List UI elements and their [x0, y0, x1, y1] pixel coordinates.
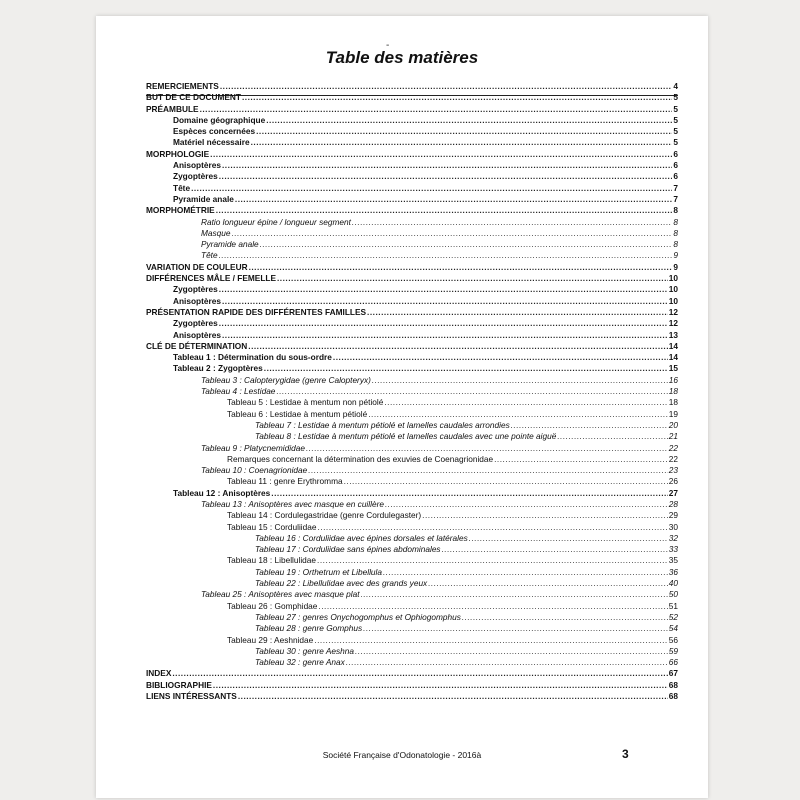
toc-entry[interactable] [146, 544, 678, 555]
toc-entry-page: 5 [673, 114, 678, 125]
toc-entry-page: 7 [673, 182, 678, 193]
toc-entry[interactable] [146, 296, 678, 307]
toc-entry[interactable] [146, 171, 678, 182]
toc-entry-page: 14 [668, 340, 678, 351]
toc-entry[interactable] [146, 601, 678, 612]
toc-entry[interactable] [146, 476, 678, 487]
toc-entry[interactable] [146, 250, 678, 261]
toc-entry-title: LIENS INTÉRESSANTS [146, 691, 237, 702]
toc-entry[interactable] [146, 578, 678, 589]
toc-entry-page: 14 [668, 352, 678, 363]
toc-entry-title: Zygoptères [173, 284, 218, 295]
toc-entry-title: Tableau 19 : Orthetrum et Libellula [255, 566, 382, 577]
toc-entry-title: Tableau 6 : Lestidae à mentum pétiolé [227, 408, 368, 419]
toc-entry-page: 19 [668, 408, 678, 419]
toc-entry[interactable] [146, 104, 678, 115]
toc-leader-dots [248, 341, 668, 352]
toc-entry-page: 28 [668, 498, 678, 509]
toc-leader-dots [422, 510, 668, 521]
toc-entry-page: 10 [668, 295, 678, 306]
toc-entry-page: 8 [673, 239, 678, 250]
toc-entry[interactable] [146, 262, 678, 273]
toc-entry[interactable] [146, 635, 678, 646]
toc-entry-title: INDEX [146, 668, 172, 679]
toc-entry-title: Tableau 3 : Calopterygidae (genre Calopteryx) [201, 374, 371, 385]
toc-leader-dots [469, 533, 668, 544]
toc-entry-title: Tableau 15 : Corduliidae [227, 521, 317, 532]
toc-entry-title: Tableau 1 : Détermination du sous-ordre [173, 352, 332, 363]
toc-entry[interactable] [146, 567, 678, 578]
toc-entry[interactable] [146, 375, 678, 386]
toc-entry-title: Tableau 7 : Lestidae à mentum pétiolé et lamelles caudales arrondies [255, 419, 510, 430]
toc-entry[interactable] [146, 352, 678, 363]
toc-entry-title: Tableau 17 : Corduliidae sans épines abdominales [255, 544, 441, 555]
toc-leader-dots [355, 646, 668, 657]
toc-entry-title: Tableau 22 : Libellulidae avec des grands yeux [255, 578, 428, 589]
toc-leader-dots [219, 284, 668, 295]
toc-entry[interactable] [146, 217, 678, 228]
toc-leader-dots [238, 691, 668, 702]
toc-leader-dots [352, 217, 672, 228]
toc-entry-title: BIBLIOGRAPHIE [146, 679, 212, 690]
toc-entry-page: 66 [668, 657, 678, 668]
toc-entry-title: VARIATION DE COULEUR [146, 261, 248, 272]
toc-entry-page: 16 [668, 374, 678, 385]
toc-entry-page: 40 [668, 578, 678, 589]
toc-entry[interactable] [146, 183, 678, 194]
toc-entry-title: Tête [201, 250, 218, 261]
toc-leader-dots [383, 567, 668, 578]
toc-leader-dots [333, 352, 668, 363]
toc-entry-title: PRÉAMBULE [146, 103, 199, 114]
toc-leader-dots [306, 443, 668, 454]
toc-entry[interactable] [146, 273, 678, 284]
toc-entry-title: Masque [201, 227, 231, 238]
toc-entry-title: Tableau 27 : genres Onychogomphus et Ophiogomphus [255, 611, 461, 622]
toc-entry-title: Tableau 32 : genre Anax [255, 657, 345, 668]
toc-leader-dots [494, 454, 668, 465]
toc-entry-page: 18 [668, 386, 678, 397]
toc-entry-page: 36 [668, 566, 678, 577]
toc-entry-page: 68 [668, 691, 678, 702]
toc-entry-title: Tableau 12 : Anisoptères [173, 487, 271, 498]
toc-leader-dots [249, 262, 673, 273]
toc-entry-page: 22 [668, 442, 678, 453]
toc-leader-dots [219, 318, 668, 329]
toc-leader-dots [242, 92, 672, 103]
toc-entry-page: 8 [673, 227, 678, 238]
toc-entry-title: Tableau 5 : Lestidae à mentum non pétiolé [227, 397, 384, 408]
toc-entry-page: 12 [668, 306, 678, 317]
toc-entry[interactable] [146, 465, 678, 476]
toc-leader-dots [276, 386, 667, 397]
toc-entry-page: 59 [668, 645, 678, 656]
toc-entry[interactable] [146, 115, 678, 126]
toc-entry-title: Tableau 8 : Lestidae à mentum pétiolé et lamelles caudales avec une pointe aiguë [255, 431, 557, 442]
toc-entry[interactable] [146, 239, 678, 250]
toc-entry[interactable] [146, 409, 678, 420]
toc-entry-page: 6 [673, 160, 678, 171]
toc-entry-page: 50 [668, 589, 678, 600]
toc-leader-dots [200, 104, 673, 115]
toc-entry-title: Ratio longueur épine / longueur segment [201, 216, 351, 227]
toc-entry-title: Zygoptères [173, 171, 218, 182]
toc-entry-page: 67 [668, 668, 678, 679]
toc-entry-title: Tableau 29 : Aeshnidae [227, 634, 314, 645]
toc-entry-page: 10 [668, 273, 678, 284]
toc-leader-dots [251, 137, 673, 148]
toc-entry-page: 21 [668, 431, 678, 442]
toc-entry-title: Tableau 4 : Lestidae [201, 386, 276, 397]
toc-leader-dots [216, 205, 673, 216]
toc-entry-page: 6 [673, 171, 678, 182]
toc-leader-dots [260, 239, 673, 250]
toc-entry[interactable] [146, 160, 678, 171]
toc-leader-dots [363, 623, 668, 634]
toc-leader-dots [344, 476, 668, 487]
toc-leader-dots [317, 522, 667, 533]
toc-leader-dots [308, 465, 668, 476]
toc-entry[interactable] [146, 137, 678, 148]
toc-leader-dots [222, 330, 668, 341]
toc-entry-page: 5 [673, 103, 678, 114]
toc-entry[interactable] [146, 555, 678, 566]
toc-entry-title: Tableau 16 : Corduliidae avec épines dorsales et latérales [255, 532, 468, 543]
toc-leader-dots [172, 668, 667, 679]
toc-leader-dots [219, 171, 673, 182]
toc-leader-dots [219, 250, 673, 261]
toc-entry[interactable] [146, 668, 678, 679]
toc-entry-title: Remarques concernant la détermination des exuvies de Coenagrionidae [227, 453, 494, 464]
toc-leader-dots [191, 183, 672, 194]
toc-entry-title: MORPHOLOGIE [146, 148, 210, 159]
toc-leader-dots [317, 555, 668, 566]
toc-entry[interactable] [146, 646, 678, 657]
toc-leader-dots [462, 612, 668, 623]
toc-entry-page: 54 [668, 623, 678, 634]
toc-entry-title: Tableau 18 : Libellulidae [227, 555, 317, 566]
toc-entry-title: Tableau 30 : genre Aeshna [255, 645, 355, 656]
toc-entry[interactable] [146, 612, 678, 623]
toc-leader-dots [428, 578, 668, 589]
toc-entry-page: 22 [668, 453, 678, 464]
toc-entry[interactable] [146, 589, 678, 600]
toc-leader-dots [511, 420, 668, 431]
toc-entry-title: Tableau 13 : Anisoptères avec masque en cuillère [201, 498, 384, 509]
toc-entry-page: 35 [668, 555, 678, 566]
toc-leader-dots [271, 488, 667, 499]
toc-entry-page: 20 [668, 419, 678, 430]
toc-entry-page: 8 [673, 205, 678, 216]
toc-entry[interactable] [146, 454, 678, 465]
toc-leader-dots [222, 160, 672, 171]
toc-entry-page: 15 [668, 363, 678, 374]
toc-entry[interactable] [146, 363, 678, 374]
toc-entry[interactable] [146, 623, 678, 634]
toc-entry[interactable] [146, 488, 678, 499]
toc-entry-page: 30 [668, 521, 678, 532]
toc-entry-title: Pyramide anale [201, 239, 259, 250]
toc-leader-dots [361, 589, 668, 600]
toc-entry-page: 18 [668, 397, 678, 408]
toc-entry[interactable] [146, 149, 678, 160]
toc-title: Table des matières [325, 48, 479, 67]
toc-entry[interactable] [146, 284, 678, 295]
toc-entry[interactable] [146, 443, 678, 454]
toc-leader-dots [266, 115, 672, 126]
toc-entry[interactable] [146, 318, 678, 329]
toc-entry-title: Espèces concernées [173, 126, 256, 137]
toc-entry[interactable] [146, 499, 678, 510]
toc-entry-title: Tableau 25 : Anisoptères avec masque plat [201, 589, 360, 600]
toc-entry[interactable] [146, 307, 678, 318]
toc-entry-page: 5 [673, 126, 678, 137]
toc-entry-page: 13 [668, 329, 678, 340]
toc-entry-page: 27 [668, 487, 678, 498]
toc-entry-page: 29 [668, 510, 678, 521]
toc-leader-dots [256, 126, 672, 137]
toc-entry-page: 52 [668, 611, 678, 622]
document-page [96, 16, 708, 798]
toc-entry-page: 6 [673, 148, 678, 159]
toc-entry-page: 68 [668, 679, 678, 690]
toc-entry[interactable] [146, 522, 678, 533]
toc-entry-title: Domaine géographique [173, 114, 266, 125]
toc-leader-dots [318, 601, 667, 612]
toc-leader-dots [210, 149, 672, 160]
toc-leader-dots [557, 431, 667, 442]
toc-entry-page: 9 [673, 250, 678, 261]
toc-entry-title: Anisoptères [173, 329, 221, 340]
toc-entry-page: 9 [673, 261, 678, 272]
toc-entry[interactable] [146, 205, 678, 216]
toc-entry-title: Anisoptères [173, 295, 221, 306]
toc-entry-page: 10 [668, 284, 678, 295]
toc-entry-title: Tableau 28 : genre Gomphus [255, 623, 363, 634]
toc-entry-title: Tableau 11 : genre Erythromma [227, 476, 343, 487]
toc-leader-dots [346, 657, 668, 668]
toc-entry[interactable] [146, 81, 678, 92]
toc-entry-page: 32 [668, 532, 678, 543]
toc-entry-page: 23 [668, 465, 678, 476]
toc-leader-dots [232, 228, 673, 239]
toc-entry-title: Pyramide anale [173, 193, 234, 204]
toc-entry-page: 4 [673, 81, 678, 91]
toc-entry[interactable] [146, 397, 678, 408]
footer-text: Société Française d'Odonatologie - 2016à [322, 750, 482, 760]
toc-entry-title: Tête [173, 182, 191, 193]
toc-entry-page: 51 [668, 600, 678, 611]
toc-entry-title: Tableau 2 : Zygoptères [173, 363, 263, 374]
toc-leader-dots [367, 307, 668, 318]
toc-entry-page: 7 [673, 193, 678, 204]
toc-entry[interactable] [146, 228, 678, 239]
toc-entry-page: 12 [668, 318, 678, 329]
toc-entry-title: Tableau 9 : Platycnemididae [201, 442, 305, 453]
toc-leader-dots [222, 296, 668, 307]
toc-entry-title: REMERCIEMENTS [146, 81, 219, 91]
toc-entry-page: 33 [668, 544, 678, 555]
toc-entry[interactable] [146, 657, 678, 668]
toc-entry[interactable] [146, 386, 678, 397]
toc-leader-dots [235, 194, 672, 205]
toc-leader-dots [277, 273, 668, 284]
toc-entry-title: BUT DE CE DOCUMENT [146, 92, 241, 103]
toc-leader-dots [384, 397, 667, 408]
toc-entry[interactable] [146, 431, 678, 442]
toc-entry-title: Tableau 26 : Gomphidae [227, 600, 318, 611]
toc-entry[interactable] [146, 126, 678, 137]
toc-entry[interactable] [146, 691, 678, 702]
toc-leader-dots [314, 635, 667, 646]
toc-leader-dots [213, 680, 668, 691]
toc-entry[interactable] [146, 533, 678, 544]
toc-entry-title: CLÉ DE DÉTERMINATION [146, 340, 248, 351]
toc-leader-dots [385, 499, 668, 510]
toc-entry[interactable] [146, 194, 678, 205]
toc-entry-page: 5 [673, 92, 678, 103]
toc-entry-title: Matériel nécessaire [173, 137, 250, 148]
toc-entry-title: DIFFÉRENCES MÂLE / FEMELLE [146, 273, 276, 284]
toc-entry[interactable] [146, 680, 678, 691]
toc-entry[interactable] [146, 420, 678, 431]
toc-leader-dots [442, 544, 668, 555]
toc-leader-dots [372, 375, 668, 386]
toc-entry-page: 26 [668, 476, 678, 487]
toc-entry[interactable] [146, 510, 678, 521]
toc-entry-title: PRÉSENTATION RAPIDE DES DIFFÉRENTES FAMILLES [146, 306, 367, 317]
toc-leader-dots [264, 363, 668, 374]
toc-entry-page: 8 [673, 216, 678, 227]
toc-entry-title: Anisoptères [173, 160, 221, 171]
table-of-contents [146, 81, 678, 702]
toc-entry-title: MORPHOMÉTRIE [146, 205, 215, 216]
toc-leader-dots [220, 81, 673, 92]
toc-entry[interactable] [146, 341, 678, 352]
toc-entry[interactable] [146, 92, 678, 103]
page-number: 3 [622, 747, 629, 761]
toc-entry-title: Zygoptères [173, 318, 218, 329]
toc-entry-page: 5 [673, 137, 678, 148]
toc-entry-title: Tableau 10 : Coenagrionidae [201, 465, 308, 476]
header-mark: - [386, 40, 390, 51]
toc-entry-page: 56 [668, 634, 678, 645]
toc-entry[interactable] [146, 330, 678, 341]
toc-entry-title: Tableau 14 : Cordulegastridae (genre Cordulegaster) [227, 510, 422, 521]
toc-leader-dots [368, 409, 668, 420]
